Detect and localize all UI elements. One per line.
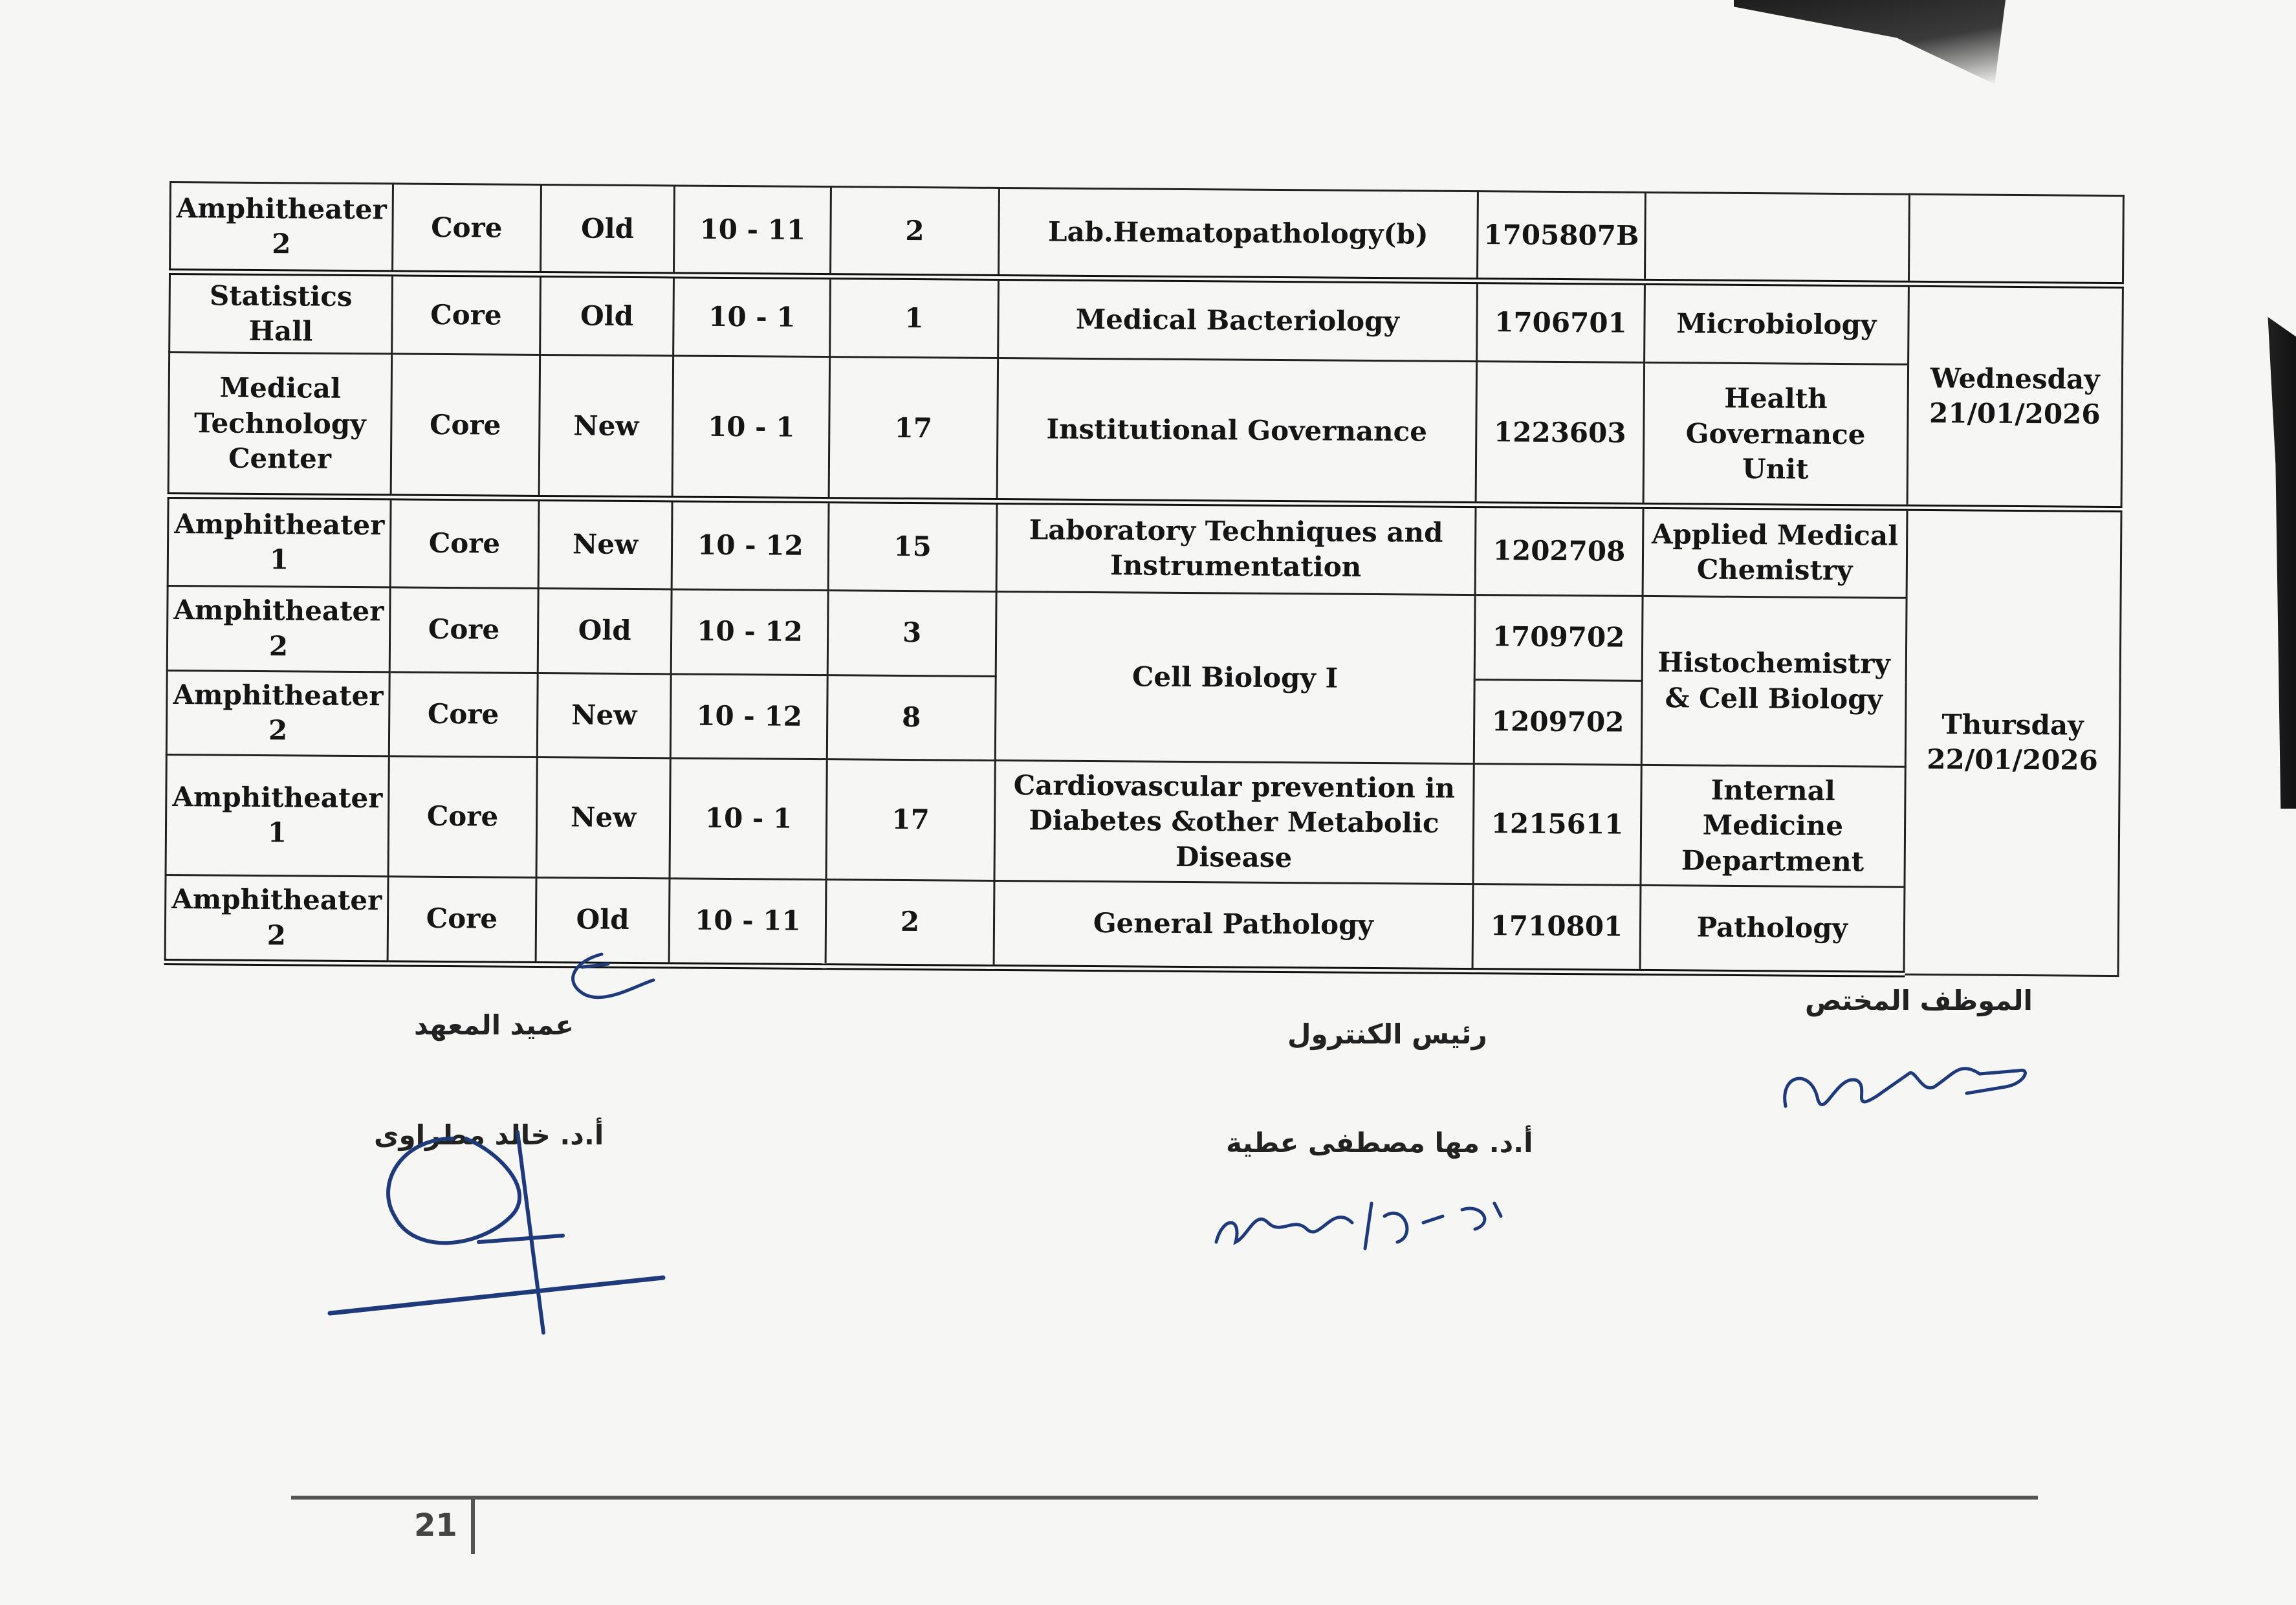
course-cell: General Pathology [994, 880, 1473, 971]
dean-name: أ.د. خالد مطراوى [374, 1119, 604, 1151]
time-cell: 10 - 11 [670, 878, 827, 966]
students-cell: 1 [830, 277, 998, 358]
code-cell: 1706701 [1477, 281, 1645, 363]
dean-signature-icon [323, 1113, 686, 1346]
scan-shadow-top [1734, 0, 2006, 84]
regulation-cell: New [538, 498, 673, 589]
time-cell: 10 - 1 [673, 356, 830, 500]
time-cell: 10 - 1 [670, 758, 827, 879]
hall-cell: Medical Technology Center [168, 353, 392, 497]
control-head-title: رئيس الكنترول [1287, 1018, 1487, 1050]
day-cell: Wednesday 21/01/2026 [1907, 284, 2123, 509]
table-row [166, 755, 2119, 888]
course-cell: Medical Bacteriology [998, 278, 1477, 362]
regulation-cell: New [536, 758, 671, 879]
page-number: 21 [414, 1507, 457, 1544]
hall-cell: Amphitheater 2 [166, 670, 389, 756]
type-cell: Core [391, 354, 540, 498]
table-row [168, 496, 2121, 599]
students-cell: 2 [825, 879, 994, 968]
type-cell: Core [389, 587, 538, 673]
regulation-cell: New [537, 673, 672, 758]
regulation-cell: Old [540, 185, 675, 276]
code-cell: 1705807B [1477, 191, 1645, 283]
regulation-cell: Old [540, 274, 674, 356]
officer-title: الموظف المختص [1805, 985, 2033, 1016]
dean-title: عميد المعهد [414, 1009, 574, 1041]
code-cell: 1215611 [1473, 764, 1641, 885]
hall-cell: Amphitheater 2 [165, 875, 388, 963]
page-number-divider [471, 1496, 475, 1554]
time-cell: 10 - 1 [673, 276, 831, 357]
students-cell: 3 [827, 590, 996, 676]
table-row [168, 353, 2122, 509]
hall-cell: Amphitheater 1 [168, 496, 391, 587]
course-cell: Cardiovascular prevention in Diabetes &other Metabolic Disease [994, 761, 1474, 884]
students-cell: 2 [831, 187, 999, 278]
course-cell: Lab.Hematopathology(b) [998, 188, 1478, 281]
hall-cell: Statistics Hall [169, 272, 393, 354]
hall-cell: Amphitheater 2 [170, 182, 393, 274]
type-cell: Core [393, 184, 541, 274]
code-cell: 1202708 [1475, 505, 1643, 596]
department-cell: Pathology [1640, 885, 1905, 974]
type-cell: Core [392, 274, 541, 355]
department-cell: Health Governance Unit [1643, 363, 1908, 508]
day-cell [1908, 194, 2123, 285]
department-cell: Applied Medical Chemistry [1643, 506, 1907, 598]
time-cell: 10 - 12 [671, 673, 828, 759]
code-cell: 1709702 [1474, 595, 1643, 681]
scan-shadow-right [2245, 317, 2296, 809]
regulation-cell: Old [538, 588, 672, 673]
type-cell: Core [389, 671, 538, 757]
hall-cell: Amphitheater 1 [166, 755, 389, 877]
students-cell: 17 [826, 759, 995, 880]
table-row [170, 182, 2124, 286]
code-cell: 1223603 [1476, 362, 1645, 506]
department-cell: Internal Medicine Department [1641, 765, 1905, 887]
exam-schedule-table [164, 181, 2125, 979]
footer-rule [291, 1496, 2038, 1500]
students-cell: 8 [827, 675, 996, 761]
table-row [167, 585, 2121, 684]
control-head-name: أ.د. مها مصطفى عطية [1226, 1127, 1533, 1159]
students-cell: 17 [829, 357, 998, 501]
time-cell: 10 - 12 [672, 589, 829, 675]
time-cell: 10 - 11 [674, 186, 831, 277]
day-cell: Thursday 22/01/2026 [1904, 508, 2121, 976]
table-row [165, 875, 2119, 976]
course-cell: Cell Biology I [995, 591, 1475, 764]
regulation-cell: Old [536, 877, 670, 965]
table-row [169, 272, 2123, 366]
code-cell: 1710801 [1472, 884, 1641, 972]
regulation-cell: New [539, 355, 673, 499]
hall-cell: Amphitheater 2 [167, 585, 390, 671]
type-cell: Core [388, 756, 537, 877]
department-cell [1645, 192, 1909, 284]
department-cell: Histochemistry & Cell Biology [1641, 596, 1906, 767]
type-cell: Core [390, 497, 539, 588]
course-cell: Institutional Governance [997, 358, 1477, 505]
course-cell: Laboratory Techniques and Instrumentation [996, 501, 1476, 595]
department-cell: Microbiology [1645, 282, 1908, 364]
time-cell: 10 - 12 [672, 499, 829, 591]
dean-initial-mark-icon [556, 941, 666, 1019]
students-cell: 15 [828, 500, 996, 591]
officer-signature-icon [1773, 1035, 2044, 1126]
code-cell: 1209702 [1474, 679, 1642, 765]
type-cell: Core [388, 876, 536, 965]
control-head-signature-icon [1210, 1177, 1520, 1261]
